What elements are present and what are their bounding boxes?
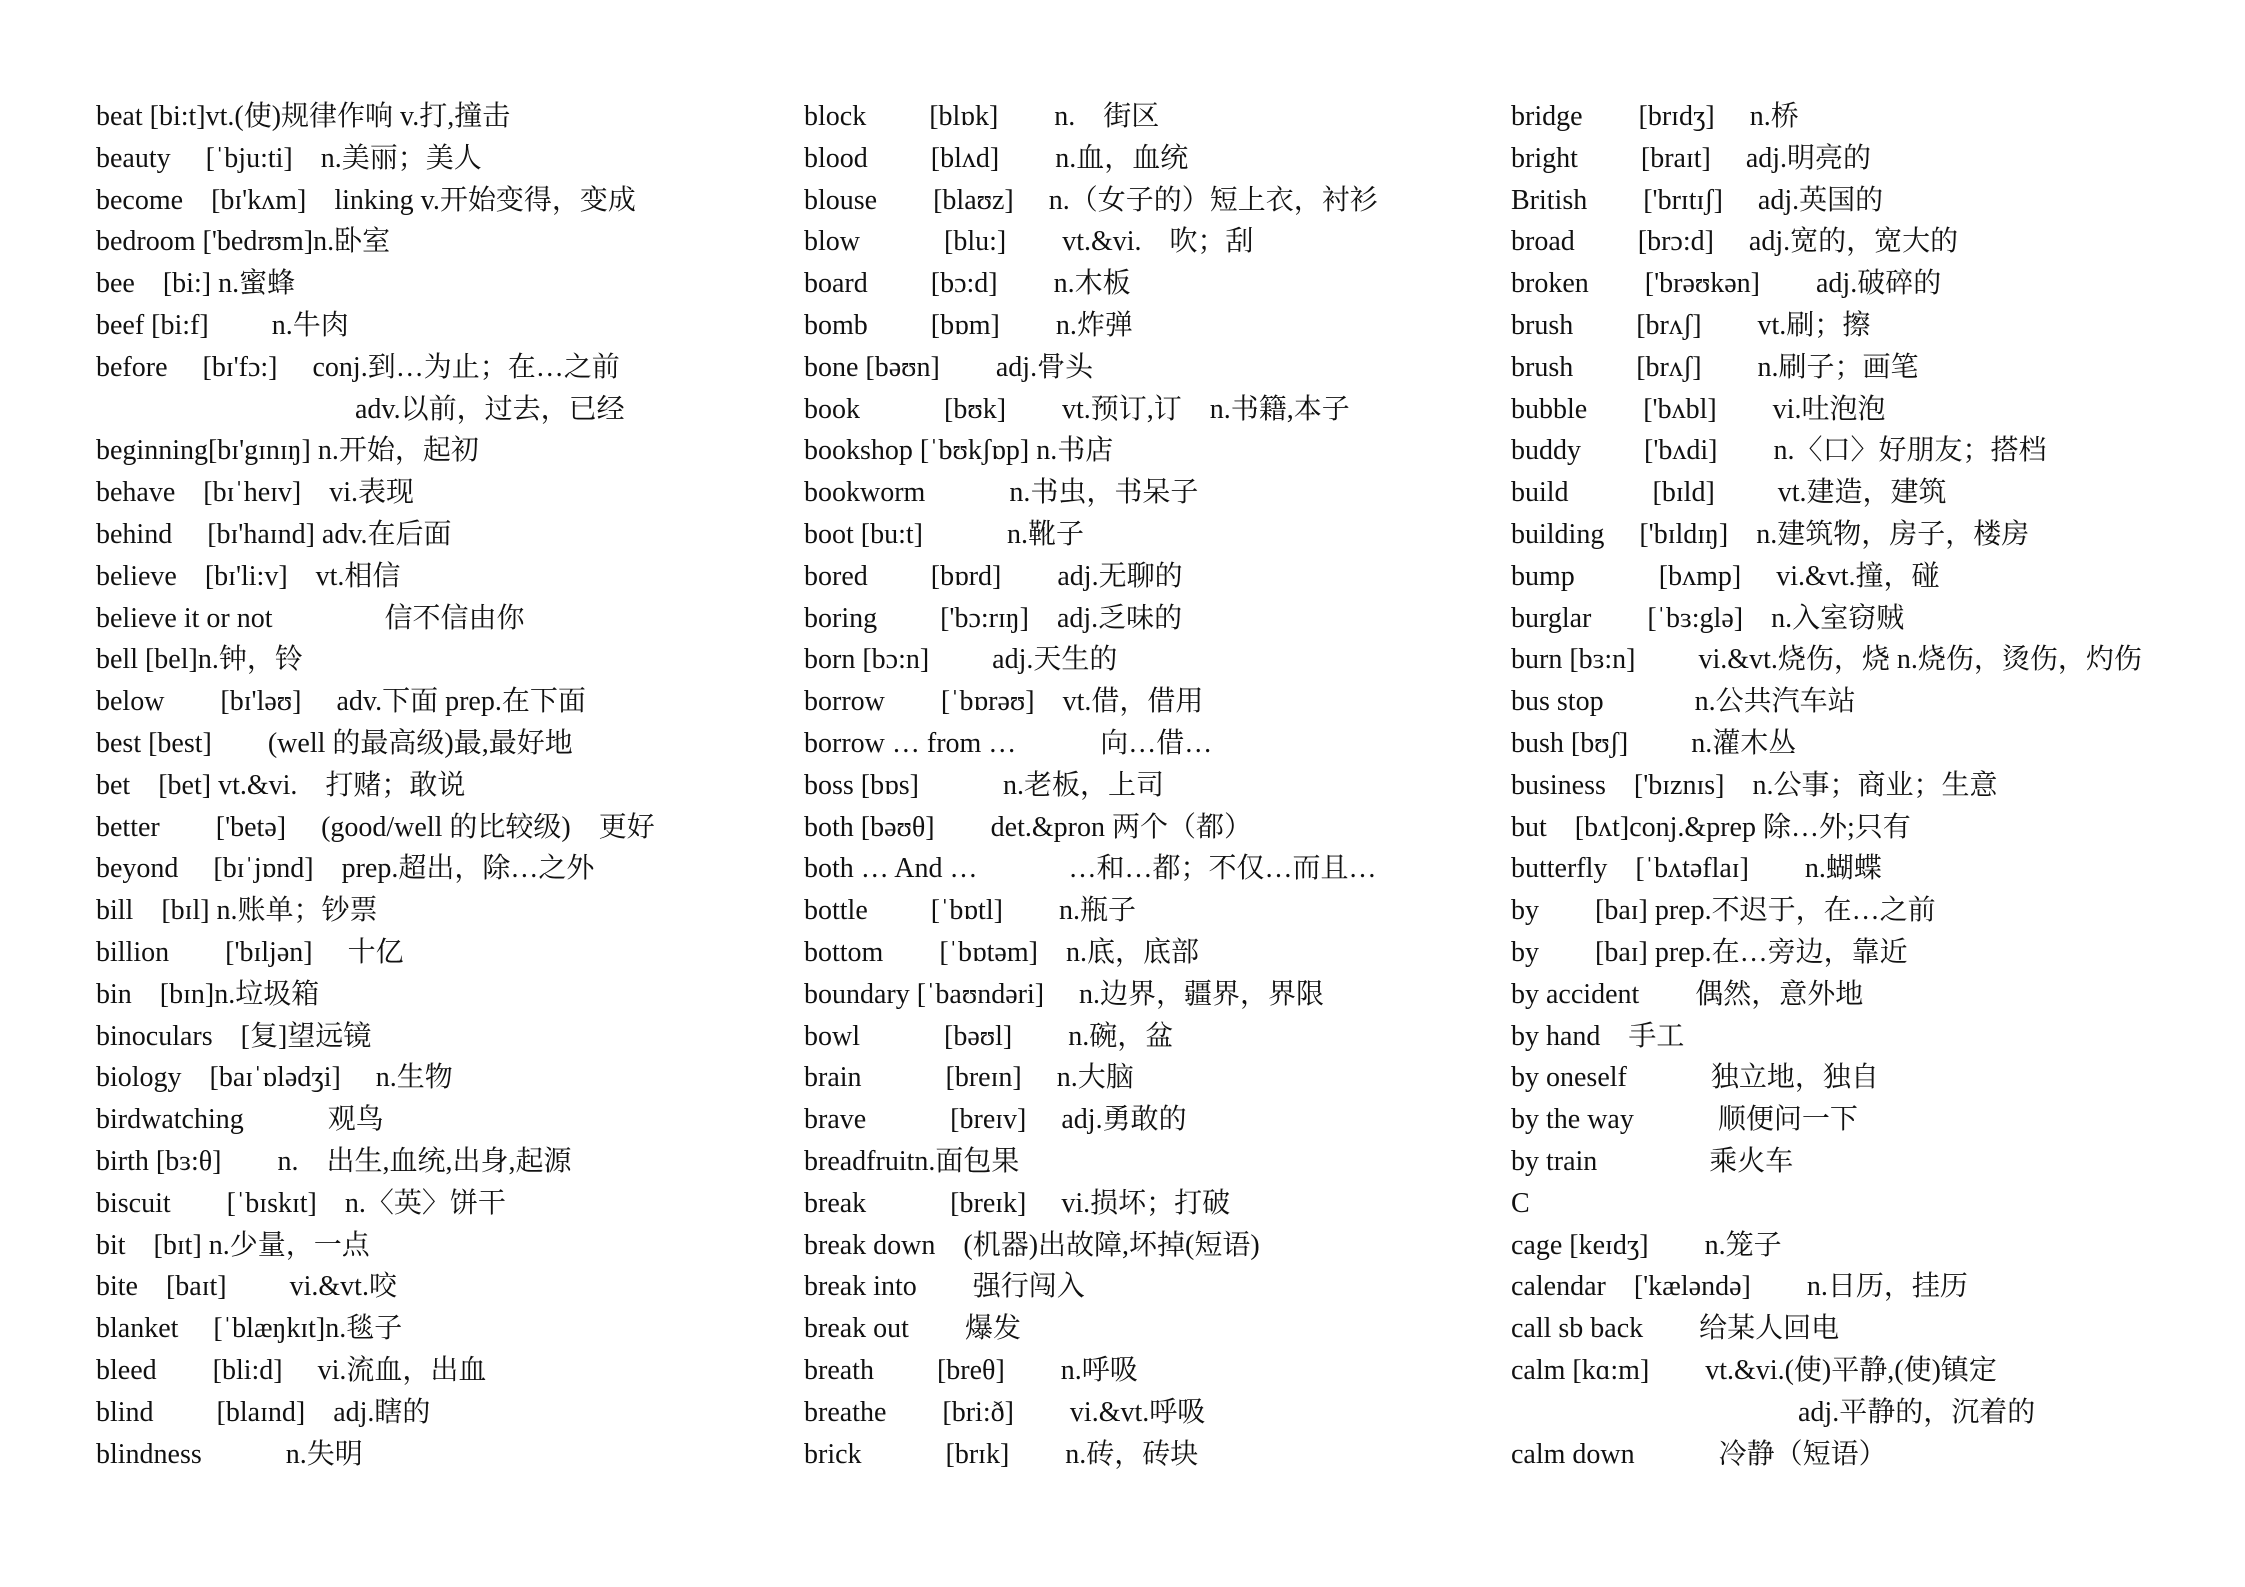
vocab-entry: beef [bi:f] n.牛肉: [96, 309, 349, 341]
vocab-entry: brave [breɪv] adj.勇敢的: [804, 1104, 1187, 1136]
vocab-entry: bored [bɒrd] adj.无聊的: [804, 560, 1183, 592]
vocab-entry: bomb [bɒm] n.炸弹: [804, 309, 1133, 341]
vocab-entry: breath [breθ] n.呼吸: [804, 1354, 1138, 1386]
vocab-entry: beginning[bɪ'gɪnɪŋ] n.开始，起初: [96, 435, 479, 467]
vocab-entry: blood [blʌd] n.血，血统: [804, 142, 1189, 174]
vocab-entry: bush [bʊʃ] n.灌木丛: [1511, 727, 1797, 759]
vocab-entry: born [bɔ:n] adj.天生的: [804, 644, 1118, 676]
vocab-entry: build [bɪld] vt.建造，建筑: [1511, 477, 1947, 509]
vocab-entry: become [bɪ'kʌm] linking v.开始变得，变成: [96, 184, 636, 216]
vocab-entry: butterfly [ˈbʌtəflaɪ] n.蝴蝶: [1511, 853, 1882, 885]
vocab-entry: adj.平静的，沉着的: [1511, 1396, 2036, 1428]
vocab-entry: boundary [ˈbaʊndəri] n.边界，疆界，界限: [804, 978, 1325, 1010]
vocab-entry: break [breɪk] vi.损坏；打破: [804, 1187, 1231, 1219]
vocab-entry: blouse [blaʊz] n.（女子的）短上衣，衬衫: [804, 184, 1378, 216]
vocab-entry: burn [bɜ:n] vi.&vt.烧伤，烧 n.烧伤，烫伤，灼伤: [1511, 644, 2142, 676]
vocab-entry: by the way 顺便问一下: [1511, 1104, 1858, 1136]
vocab-entry: believe [bɪ'li:v] vt.相信: [96, 560, 401, 592]
vocab-entry: boss [bɒs] n.老板，上司: [804, 769, 1164, 801]
vocab-entry: behind [bɪ'haɪnd] adv.在后面: [96, 518, 452, 550]
vocab-entry: calendar ['kæləndə] n.日历，挂历: [1511, 1271, 1968, 1303]
vocab-entry: bee [bi:] n.蜜蜂: [96, 268, 296, 300]
vocab-entry: blow [blu:] vt.&vi. 吹；刮: [804, 226, 1254, 258]
vocab-entry: broken ['brəʊkən] adj.破碎的: [1511, 268, 1942, 300]
vocab-entry: C: [1511, 1187, 1530, 1219]
vocab-entry: bottle [ˈbɒtl] n.瓶子: [804, 895, 1136, 927]
vocab-entry: boot [bu:t] n.靴子: [804, 518, 1084, 550]
vocab-entry: blindness n.失明: [96, 1438, 363, 1470]
vocab-entry: bleed [bli:d] vi.流血，出血: [96, 1354, 487, 1386]
vocab-entry: British ['brɪtɪʃ] adj.英国的: [1511, 184, 1884, 216]
vocab-entry: but [bʌt]conj.&prep 除…外;只有: [1511, 811, 1911, 843]
vocab-entry: blind [blaɪnd] adj.瞎的: [96, 1396, 431, 1428]
vocab-entry: biscuit [ˈbɪskɪt] n.〈英〉饼干: [96, 1187, 506, 1219]
vocab-entry: call sb back 给某人回电: [1511, 1313, 1840, 1345]
vocab-entry: behave [bɪˈheɪv] vi.表现: [96, 477, 415, 509]
vocab-entry: bell [bel]n.钟，铃: [96, 644, 303, 676]
vocab-entry: bill [bɪl] n.账单；钞票: [96, 895, 378, 927]
vocab-entry: by oneself 独立地，独自: [1511, 1062, 1879, 1094]
vocab-entry: bookshop [ˈbʊkʃɒp] n.书店: [804, 435, 1114, 467]
vocab-entry: bright [braɪt] adj.明亮的: [1511, 142, 1872, 174]
vocab-entry: birth [bɜ:θ] n. 出生,血统,出身,起源: [96, 1145, 572, 1177]
vocab-entry: before [bɪ'fɔ:] conj.到…为止；在…之前: [96, 351, 620, 383]
vocab-entry: best [best] (well 的最高级)最,最好地: [96, 727, 573, 759]
vocab-entry: board [bɔ:d] n.木板: [804, 268, 1131, 300]
vocab-entry: bowl [bəʊl] n.碗，盆: [804, 1020, 1174, 1052]
vocab-entry: believe it or not 信不信由你: [96, 602, 525, 634]
vocab-entry: break out 爆发: [804, 1313, 1021, 1345]
vocab-entry: brain [breɪn] n.大脑: [804, 1062, 1134, 1094]
vocab-entry: by [baɪ] prep.不迟于，在…之前: [1511, 895, 1936, 927]
vocab-entry: bookworm n.书虫，书呆子: [804, 477, 1199, 509]
vocab-entry: breadfruitn.面包果: [804, 1145, 1020, 1177]
vocab-entry: better ['betə] (good/well 的比较级) 更好: [96, 811, 655, 843]
vocab-entry: beyond [bɪˈjɒnd] prep.超出，除…之外: [96, 853, 595, 885]
vocab-entry: by train 乘火车: [1511, 1145, 1794, 1177]
vocab-entry: both … And … …和…都；不仅…而且…: [804, 853, 1377, 885]
vocab-column-1: [96, 96, 655, 1475]
vocab-entry: beauty [ˈbju:ti] n.美丽；美人: [96, 142, 482, 174]
vocab-entry: birdwatching 观鸟: [96, 1104, 384, 1136]
vocab-entry: brick [brɪk] n.砖，砖块: [804, 1438, 1199, 1470]
vocab-entry: biology [baɪˈɒlədʒi] n.生物: [96, 1062, 453, 1094]
vocab-entry: borrow [ˈbɒrəʊ] vt.借，借用: [804, 686, 1204, 718]
vocab-entry: book [bʊk] vt.预订,订 n.书籍,本子: [804, 393, 1350, 425]
vocab-entry: bite [baɪt] vi.&vt.咬: [96, 1271, 397, 1303]
vocab-entry: below [bɪ'ləʊ] adv.下面 prep.在下面: [96, 686, 586, 718]
vocab-entry: calm down 冷静（短语）: [1511, 1438, 1887, 1470]
vocab-entry: blanket [ˈblæŋkɪt]n.毯子: [96, 1313, 403, 1345]
vocab-entry: brush [brʌʃ] n.刷子；画笔: [1511, 351, 1919, 383]
vocab-entry: business ['bɪznɪs] n.公事；商业；生意: [1511, 769, 1998, 801]
vocab-entry: cage [keɪdʒ] n.笼子: [1511, 1229, 1782, 1261]
vocab-column-3: [1511, 96, 2142, 1475]
vocab-entry: beat [bi:t]vt.(使)规律作响 v.打,撞击: [96, 101, 511, 132]
vocab-entry: bump [bʌmp] vi.&vt.撞，碰: [1511, 560, 1940, 592]
vocab-entry: calm [kɑ:m] vt.&vi.(使)平静,(使)镇定: [1511, 1354, 1997, 1386]
vocab-entry: burglar [ˈbɜ:glə] n.入室窃贼: [1511, 602, 1905, 634]
vocab-entry: building ['bɪldɪŋ] n.建筑物，房子，楼房: [1511, 518, 2030, 550]
vocab-entry: break down (机器)出故障,坏掉(短语): [804, 1229, 1260, 1261]
vocab-entry: by hand 手工: [1511, 1020, 1685, 1052]
vocab-entry: bone [bəʊn] adj.骨头: [804, 351, 1094, 383]
vocab-entry: bit [bɪt] n.少量，一点: [96, 1229, 370, 1261]
vocab-entry: bridge [brɪdʒ] n.桥: [1511, 101, 1799, 132]
vocab-entry: bedroom ['bedrʊm]n.卧室: [96, 226, 391, 258]
vocab-entry: brush [brʌʃ] vt.刷；擦: [1511, 309, 1871, 341]
vocab-entry: buddy ['bʌdi] n.〈口〉好朋友；搭档: [1511, 435, 2047, 467]
vocab-entry: binoculars [复]望远镜: [96, 1020, 372, 1052]
vocab-entry: break into 强行闯入: [804, 1271, 1085, 1303]
vocab-entry: bet [bet] vt.&vi. 打赌；敢说: [96, 769, 466, 801]
vocab-entry: bin [bɪn]n.垃圾箱: [96, 978, 320, 1010]
vocab-entry: breathe [bri:ð] vi.&vt.呼吸: [804, 1396, 1206, 1428]
vocab-entry: block [blɒk] n. 街区: [804, 101, 1160, 132]
vocab-entry: borrow … from … 向…借…: [804, 727, 1213, 759]
vocab-entry: bottom [ˈbɒtəm] n.底，底部: [804, 936, 1199, 968]
vocab-entry: bubble ['bʌbl] vi.吐泡泡: [1511, 393, 1886, 425]
vocab-entry: both [bəʊθ] det.&pron 两个（都）: [804, 811, 1252, 843]
vocab-entry: by accident 偶然，意外地: [1511, 978, 1864, 1010]
vocab-entry: by [baɪ] prep.在…旁边，靠近: [1511, 936, 1908, 968]
vocab-entry: bus stop n.公共汽车站: [1511, 686, 1856, 718]
vocab-column-2: [804, 96, 1378, 1475]
vocab-entry: billion ['bɪljən] 十亿: [96, 936, 404, 968]
vocab-entry: boring ['bɔ:rɪŋ] adj.乏味的: [804, 602, 1183, 634]
vocab-entry: adv.以前，过去，已经: [96, 393, 625, 425]
vocab-entry: broad [brɔ:d] adj.宽的，宽大的: [1511, 226, 1959, 258]
